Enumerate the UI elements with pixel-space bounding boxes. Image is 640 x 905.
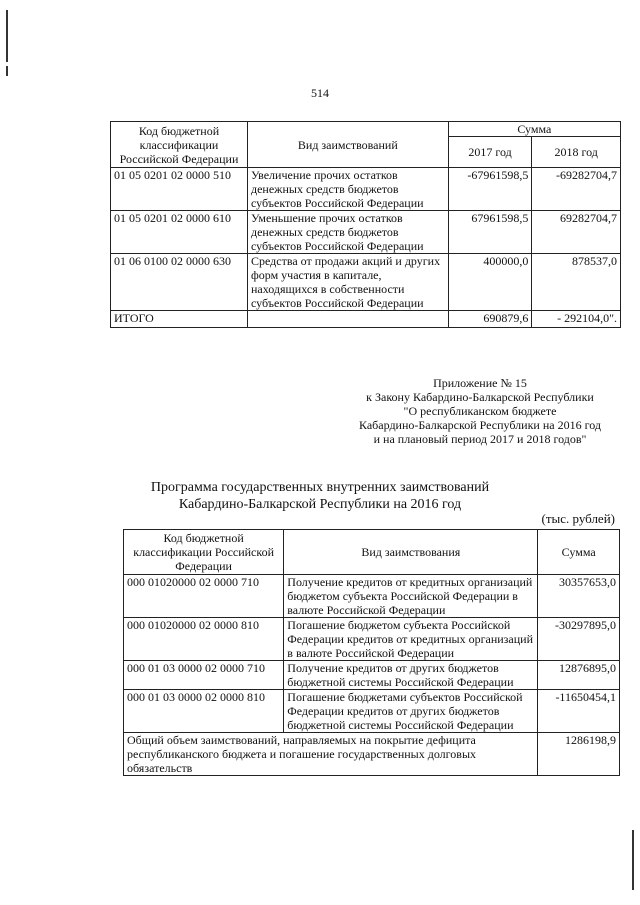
row-value-2017: 400000,0: [448, 254, 532, 311]
header-type: Вид заимствования: [284, 530, 538, 575]
header-code: Код бюджетной классификации Российской Федерации: [111, 122, 248, 168]
appendix-law-reference: к Закону Кабардино-Балкарской Республики: [366, 390, 594, 404]
row-description: Увеличение прочих остатков денежных средств бюджетов субъектов Российской Федерации: [247, 168, 448, 211]
scan-mark-left: [6, 10, 8, 62]
header-sum: Сумма: [538, 530, 620, 575]
row-code: 000 01020000 02 0000 810: [124, 618, 284, 661]
scan-mark-right: [632, 830, 634, 890]
title-line: Кабардино-Балкарской Республики на 2016 год: [178, 497, 462, 512]
table-row: [124, 575, 620, 618]
units-label: (тыс. рублей): [541, 511, 615, 526]
row-value: -11650454,1: [538, 690, 620, 733]
sources-table-2017-2018: [110, 121, 621, 328]
row-value: 30357653,0: [538, 575, 620, 618]
page-number: 514: [311, 86, 329, 100]
appendix-heading: [350, 376, 610, 446]
row-code: 000 01020000 02 0000 710: [124, 575, 284, 618]
appendix-law-title: Кабардино-Балкарской Республики на 2016 год: [359, 418, 601, 432]
total-label: Общий объем заимствований, направляемых на покрытие дефицита республиканского бюджета и погашение государственных долговых обязательств: [124, 733, 538, 776]
row-value-2018: -69282704,7: [532, 168, 621, 211]
total-row: [124, 733, 620, 776]
row-description: Средства от продажи акций и других форм участия в капитале, находящихся в собственности субъектов Российской Федерации: [247, 254, 448, 311]
borrowings-table-2016: [123, 529, 620, 776]
row-value-2017: 67961598,5: [448, 211, 532, 254]
row-value-2017: -67961598,5: [448, 168, 532, 211]
total-value-2017: 690879,6: [448, 311, 532, 328]
header-code: Код бюджетной классификации Российской Федерации: [124, 530, 284, 575]
row-code: 01 05 0201 02 0000 610: [111, 211, 248, 254]
appendix-law-title: и на плановый период 2017 и 2018 годов": [373, 432, 587, 446]
row-description: Погашение бюджетом субъекта Российской Федерации кредитов от кредитных организаций в валюте Российской Федерации: [284, 618, 538, 661]
table-row: [111, 211, 621, 254]
title-line: Программа государственных внутренних заимствований: [150, 480, 490, 495]
total-empty-cell: [247, 311, 448, 328]
total-value: 1286198,9: [538, 733, 620, 776]
row-value-2018: 69282704,7: [532, 211, 621, 254]
header-year-2018: 2018 год: [532, 137, 621, 168]
header-type: Вид заимствований: [247, 122, 448, 168]
row-description: Погашение бюджетами субъектов Российской Федерации кредитов от других бюджетов бюджетной системы Российской Федерации: [284, 690, 538, 733]
total-label: ИТОГО: [111, 311, 248, 328]
row-description: Получение кредитов от других бюджетов бюджетной системы Российской Федерации: [284, 661, 538, 690]
table-row: [124, 661, 620, 690]
scan-mark-left: [6, 66, 8, 76]
row-value: 12876895,0: [538, 661, 620, 690]
table-row: [124, 618, 620, 661]
row-description: Получение кредитов от кредитных организаций бюджетом субъекта Российской Федерации в валюте Российской Федерации: [284, 575, 538, 618]
table-row: [124, 690, 620, 733]
appendix-law-title: "О республиканском бюджете: [403, 404, 557, 418]
table-row: [111, 168, 621, 211]
total-value-2018: - 292104,0".: [532, 311, 621, 328]
appendix-number: Приложение № 15: [433, 376, 527, 390]
total-row: [111, 311, 621, 328]
row-value: -30297895,0: [538, 618, 620, 661]
row-code: 01 06 0100 02 0000 630: [111, 254, 248, 311]
document-title: [0, 479, 640, 513]
row-code: 000 01 03 0000 02 0000 810: [124, 690, 284, 733]
row-code: 000 01 03 0000 02 0000 710: [124, 661, 284, 690]
header-sum: Сумма: [448, 122, 620, 137]
table-row: [111, 254, 621, 311]
row-code: 01 05 0201 02 0000 510: [111, 168, 248, 211]
row-description: Уменьшение прочих остатков денежных средств бюджетов субъектов Российской Федерации: [247, 211, 448, 254]
row-value-2018: 878537,0: [532, 254, 621, 311]
header-year-2017: 2017 год: [448, 137, 532, 168]
